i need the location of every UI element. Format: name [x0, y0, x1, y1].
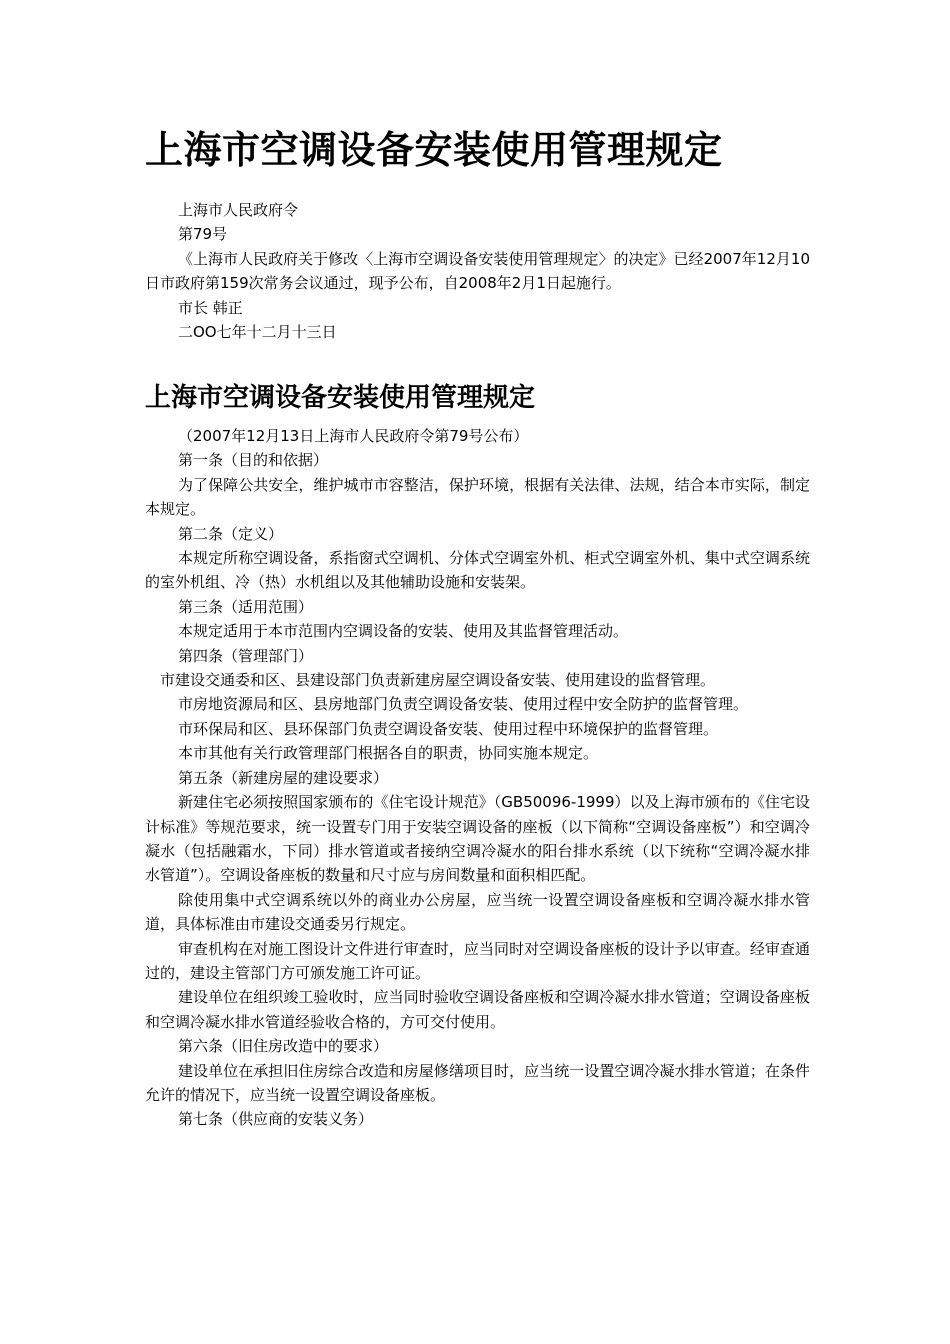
article-paragraph: 本规定适用于本市范围内空调设备的安装、使用及其监督管理活动。 — [178, 622, 629, 641]
article-heading: 第四条（管理部门） — [178, 646, 314, 665]
signatory: 市长 韩正 — [178, 298, 243, 317]
article-paragraph: 建设单位在承担旧住房综合改造和房屋修缮项目时，应当统一设置空调冷凝水排水管道；在条件允许的情况下，应当统一设置空调设备座板。 — [145, 1061, 810, 1104]
article-paragraph: 市建设交通委和区、县建设部门负责新建房屋空调设备安装、使用建设的监督管理。 — [160, 671, 716, 690]
regulation-body — [145, 424, 810, 1132]
article-paragraph: 为了保障公共安全，维护城市市容整洁，保护环境，根据有关法律、法规，结合本市实际，制定本规定。 — [145, 475, 810, 519]
article-paragraph: 本市其他有关行政管理部门根据各自的职责，协同实施本规定。 — [178, 744, 599, 763]
article-heading: 第一条（目的和依据） — [178, 451, 329, 470]
article-paragraph: 建设单位在组织竣工验收时，应当同时验收空调设备座板和空调冷凝水排水管道；空调设备座板和空调冷凝水排水管道经验收合格的，方可交付使用。 — [145, 988, 810, 1031]
article-paragraph: 市环保局和区、县环保部门负责空调设备安装、使用过程中环境保护的监督管理。 — [178, 719, 719, 738]
preamble — [145, 198, 810, 344]
order-number: 第79号 — [178, 225, 228, 244]
promulgation-text: 《上海市人民政府关于修改〈上海市空调设备安装使用管理规定〉的决定》已经2007年12月10日市政府第159次常务会议通过，现予公布，自2008年2月1日起施行。 — [145, 249, 810, 293]
article-paragraph: 本规定所称空调设备，系指窗式空调机、分体式空调室外机、柜式空调室外机、集中式空调系统的室外机组、冷（热）水机组以及其他辅助设施和安装架。 — [145, 549, 810, 592]
issue-date: 二OO七年十二月十三日 — [178, 323, 337, 342]
article-paragraph: 新建住宅必须按照国家颁布的《住宅设计规范》（GB50096-1999）以及上海市颁布的《住宅设计标准》等规范要求，统一设置专门用于安装空调设备的座板（以下简称“空调设备座板”）和空调冷凝水（包括融霜水，下同）排水管道或者接纳空调冷凝水的阳台排水系统（以下统称“空调冷凝水排水管道”）。空调设备座板的数量和尺寸应与房间数量和面积相匹配。 — [145, 793, 810, 885]
article-heading: 第三条（适用范围） — [178, 597, 314, 616]
section-title: 上海市空调设备安装使用管理规定 — [145, 383, 536, 413]
article-heading: 第七条（供应商的安装义务） — [178, 1110, 374, 1129]
document-title: 上海市空调设备安装使用管理规定 — [145, 128, 723, 172]
issuer-line: 上海市人民政府令 — [178, 201, 299, 219]
article-heading: 第二条（定义） — [178, 524, 284, 543]
publication-note: （2007年12月13日上海市人民政府令第79号公布） — [178, 427, 529, 445]
article-paragraph: 市房地资源局和区、县房地部门负责空调设备安装、使用过程中安全防护的监督管理。 — [178, 695, 749, 714]
article-heading: 第五条（新建房屋的建设要求） — [178, 768, 389, 787]
article-paragraph: 除使用集中式空调系统以外的商业办公房屋，应当统一设置空调设备座板和空调冷凝水排水管道，具体标准由市建设交通委另行规定。 — [145, 890, 810, 934]
article-heading: 第六条（旧住房改造中的要求） — [178, 1037, 389, 1056]
article-paragraph: 审查机构在对施工图设计文件进行审查时，应当同时对空调设备座板的设计予以审查。经审查通过的，建设主管部门方可颁发施工许可证。 — [145, 939, 810, 982]
